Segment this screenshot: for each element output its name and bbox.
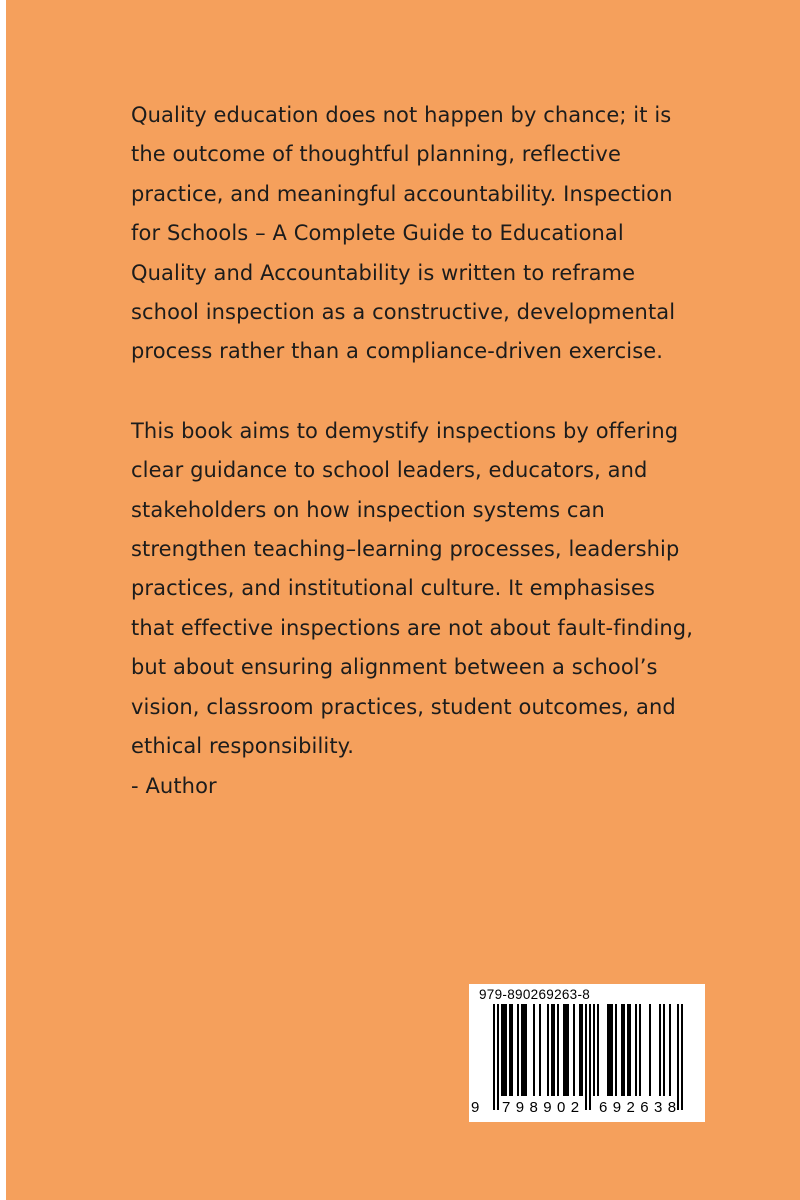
barcode-bar (533, 1004, 535, 1096)
barcode-bars (481, 1004, 693, 1110)
barcode-bar (565, 1004, 567, 1096)
blurb-line: ethical responsibility. (131, 734, 354, 759)
barcode-bar (659, 1004, 661, 1096)
barcode-bar (607, 1004, 609, 1096)
barcode-bar (539, 1004, 541, 1096)
barcode-bar (557, 1004, 559, 1096)
barcode-bar (663, 1004, 665, 1096)
isbn-barcode (469, 984, 705, 1122)
barcode-bar (509, 1004, 511, 1096)
blurb-line: practice, and meaningful accountability. Inspection (131, 181, 673, 206)
isbn-first-digit: 9 (471, 1099, 485, 1116)
barcode-bar (615, 1004, 617, 1096)
barcode-bar (669, 1004, 671, 1096)
barcode-bar (649, 1004, 651, 1096)
barcode-bar (563, 1004, 565, 1096)
barcode-bar (525, 1004, 527, 1096)
barcode-bar (501, 1004, 503, 1096)
barcode-bar (589, 1004, 591, 1110)
barcode-bar (521, 1004, 523, 1096)
blurb-paragraph-1 (131, 96, 731, 372)
barcode-bar (503, 1004, 505, 1096)
blurb-line: stakeholders on how inspection systems can (131, 497, 605, 522)
barcode-bar (621, 1004, 623, 1096)
barcode-bar (681, 1004, 683, 1110)
barcode-bar (497, 1004, 499, 1110)
isbn-left-digits: 798902 (502, 1099, 585, 1116)
author-signature: - Author (131, 773, 217, 798)
barcode-bar (553, 1004, 555, 1096)
blurb-line: clear guidance to school leaders, educators, and (131, 458, 648, 483)
blurb-line: school inspection as a constructive, developmental (131, 300, 676, 325)
blurb-line: process rather than a compliance-driven exercise. (131, 339, 664, 364)
barcode-bar (585, 1004, 587, 1110)
blurb-line: the outcome of thoughtful planning, reflective (131, 142, 621, 167)
barcode-bar (635, 1004, 637, 1096)
barcode-bar (627, 1004, 629, 1096)
page-edge-strip (0, 0, 6, 1200)
blurb-line: practices, and institutional culture. It emphasises (131, 576, 656, 601)
isbn-right-digits: 692638 (599, 1099, 682, 1116)
barcode-bar (547, 1004, 549, 1096)
blurb-line: that effective inspections are not about fault-finding, (131, 615, 694, 640)
blurb-line: for Schools – A Complete Guide to Educational (131, 221, 624, 246)
barcode-bar (623, 1004, 625, 1096)
blurb-line: This book aims to demystify inspections by offering (131, 418, 679, 443)
barcode-bar (579, 1004, 581, 1096)
barcode-bar (597, 1004, 599, 1096)
barcode-bar (517, 1004, 519, 1096)
barcode-bar (493, 1004, 495, 1110)
isbn-text: 979-890269263-8 (479, 987, 591, 1002)
barcode-bar (639, 1004, 641, 1096)
blurb-line: vision, classroom practices, student outcomes, and (131, 694, 676, 719)
paragraph-spacer (131, 372, 731, 412)
back-cover-blurb (131, 96, 731, 806)
blurb-paragraph-2 (131, 412, 731, 767)
barcode-bar (511, 1004, 513, 1096)
barcode-bar (611, 1004, 613, 1096)
blurb-line: Quality and Accountability is written to reframe (131, 260, 636, 285)
barcode-bar (523, 1004, 525, 1096)
barcode-bar (551, 1004, 553, 1096)
barcode-bar (505, 1004, 507, 1096)
blurb-line: Quality education does not happen by chance; it is (131, 103, 672, 127)
barcode-bar (581, 1004, 583, 1096)
barcode-bar (677, 1004, 679, 1110)
barcode-bar (567, 1004, 569, 1096)
barcode-bar (609, 1004, 611, 1096)
barcode-bar (573, 1004, 575, 1096)
blurb-line: strengthen teaching–learning processes, leadership (131, 537, 680, 562)
barcode-bar (629, 1004, 631, 1096)
barcode-bar (593, 1004, 595, 1096)
blurb-line: but about ensuring alignment between a school’s (131, 655, 658, 680)
